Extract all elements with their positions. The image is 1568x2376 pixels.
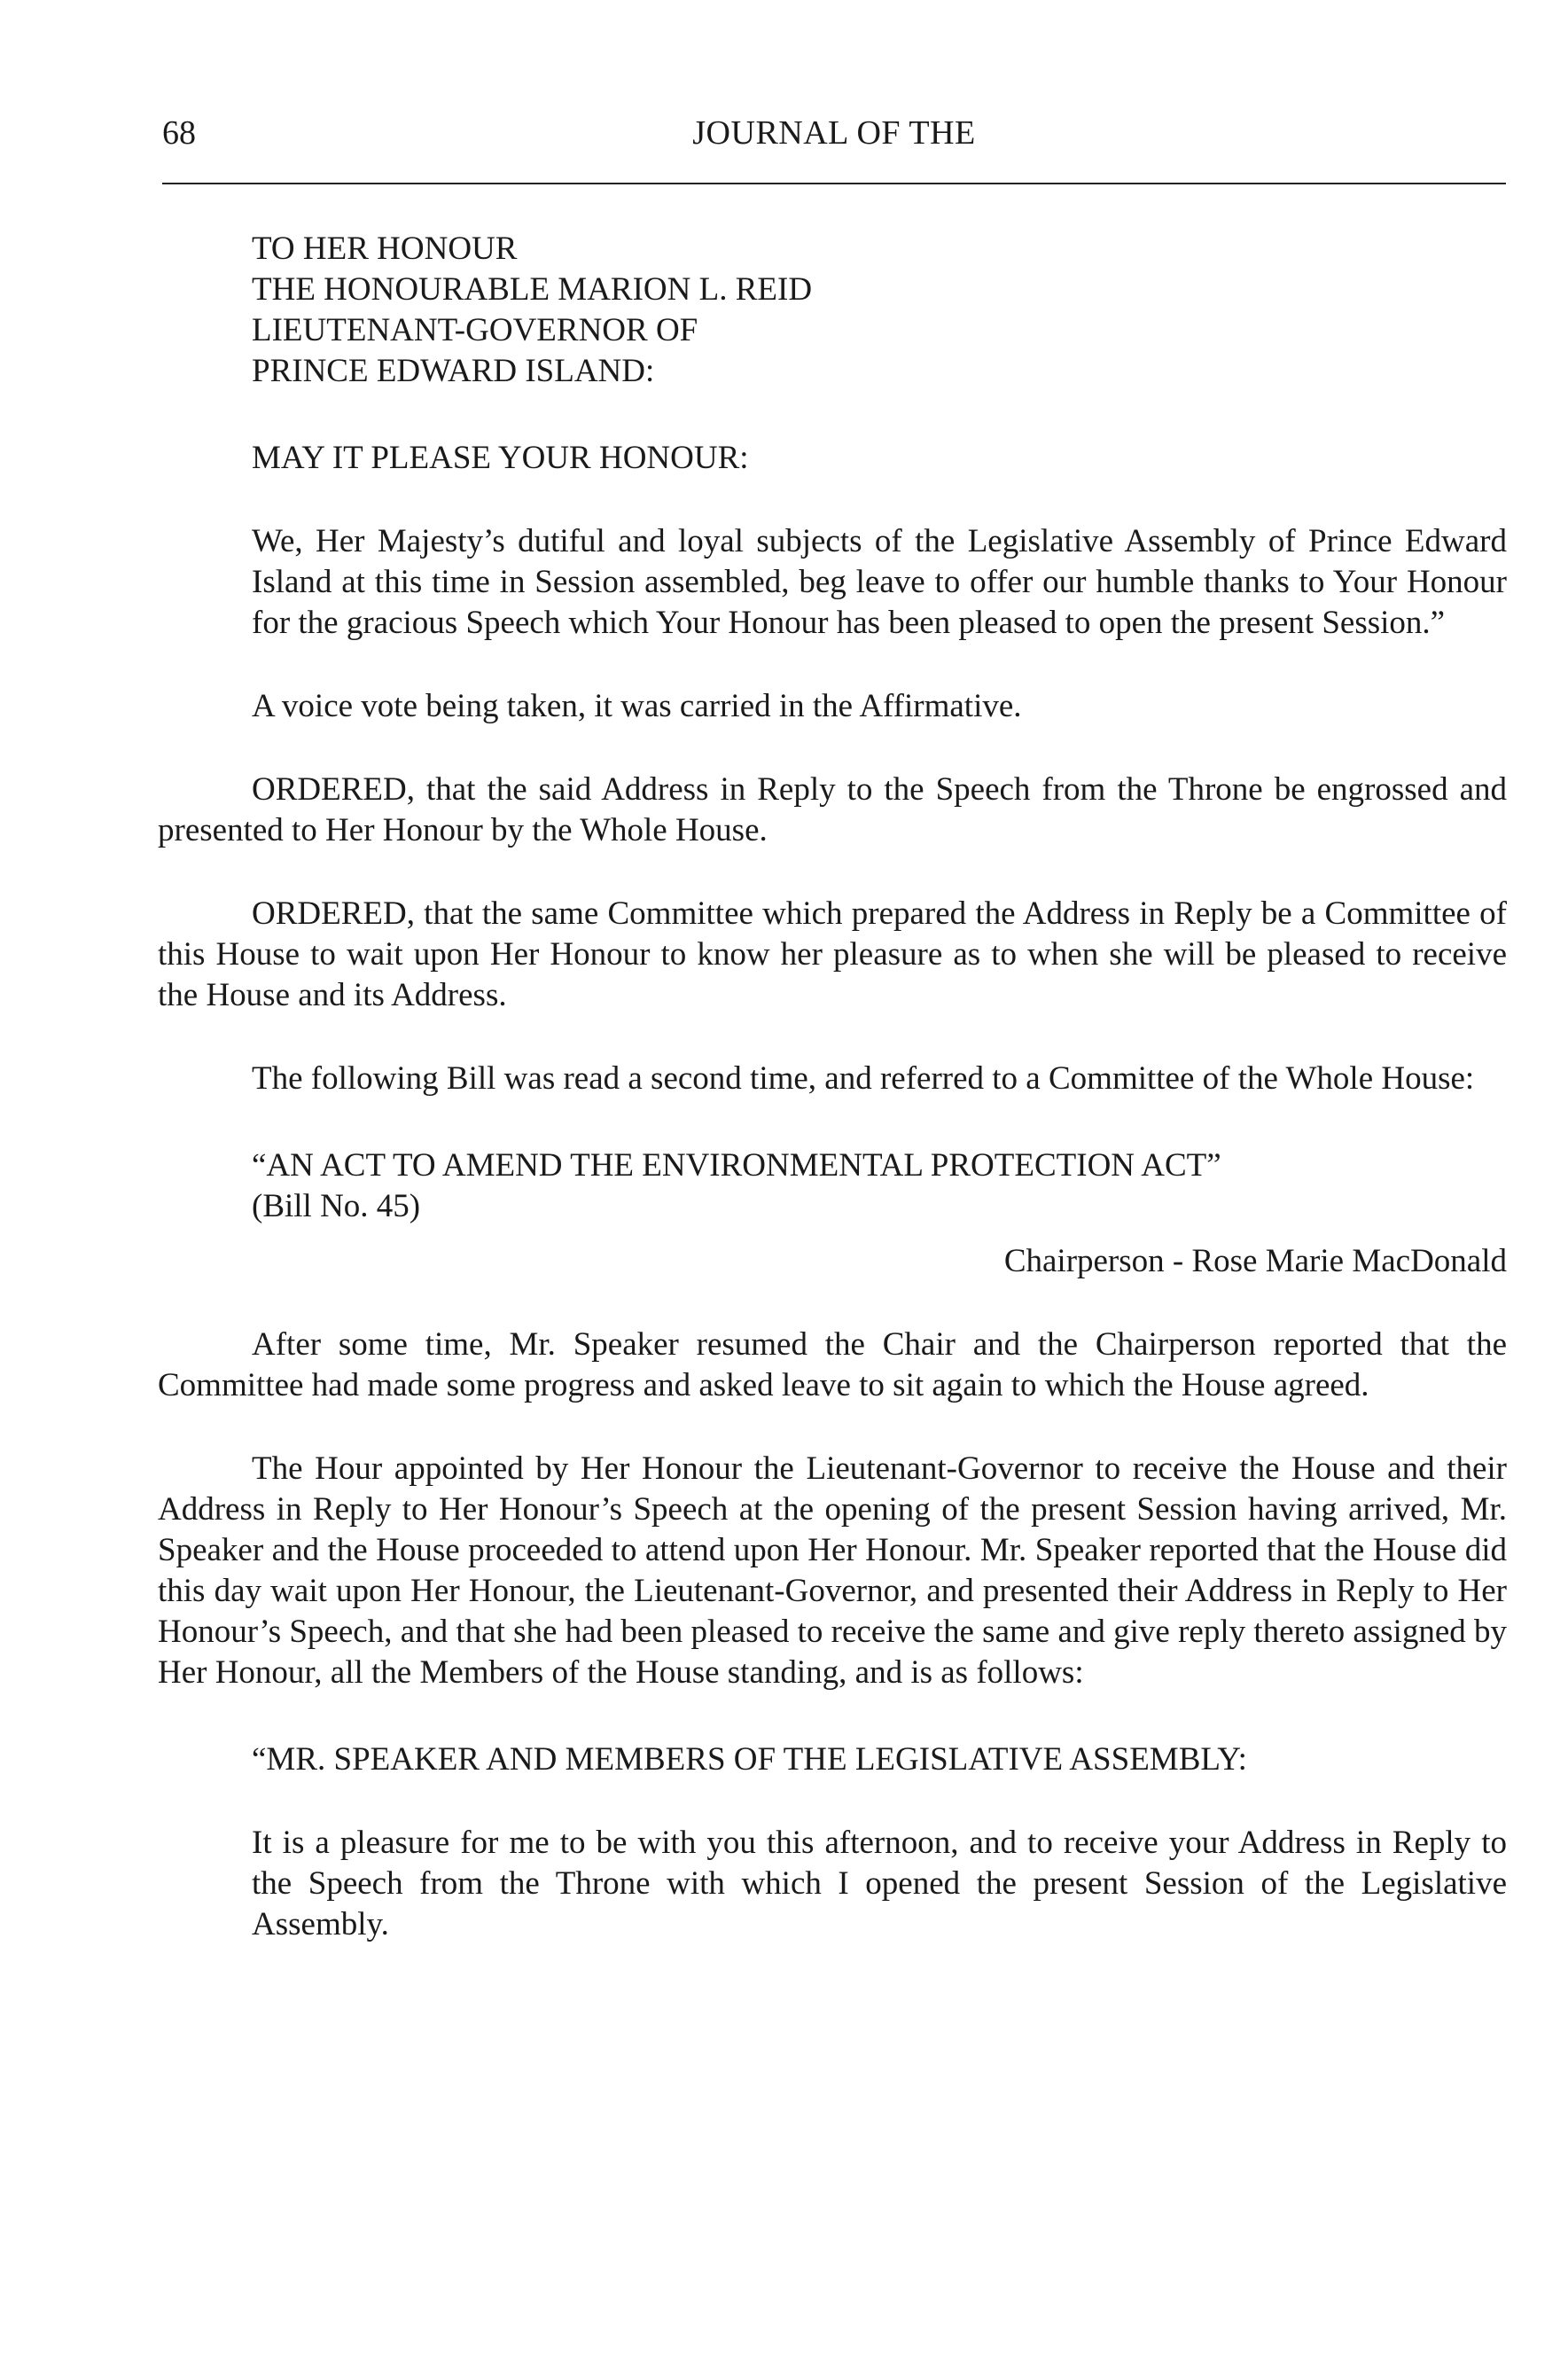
address-block bbox=[252, 229, 1507, 392]
running-title: JOURNAL OF THE bbox=[692, 114, 976, 152]
progress-paragraph: After some time, Mr. Speaker resumed the Chair and the Chairperson reported that the Committee had made some progress and asked leave to sit again to which the House agreed. bbox=[158, 1326, 1507, 1403]
voice-vote-paragraph: A voice vote being taken, it was carried in the Affirmative. bbox=[252, 688, 1022, 724]
chairperson-line: Chairperson - Rose Marie MacDonald bbox=[1003, 1243, 1507, 1279]
second-reading-paragraph: The following Bill was read a second time, and referred to a Committee of the Whole House: bbox=[252, 1060, 1475, 1097]
salutation: MAY IT PLEASE YOUR HONOUR: bbox=[252, 440, 749, 476]
reply-heading: “MR. SPEAKER AND MEMBERS OF THE LEGISLATIVE ASSEMBLY: bbox=[252, 1741, 1247, 1778]
page-header bbox=[162, 106, 1506, 160]
address-line: LIEUTENANT-GOVERNOR OF bbox=[252, 312, 698, 348]
address-line: PRINCE EDWARD ISLAND: bbox=[252, 353, 655, 389]
address-line: TO HER HONOUR bbox=[252, 231, 518, 267]
page-number: 68 bbox=[162, 114, 196, 152]
bill-title: “AN ACT TO AMEND THE ENVIRONMENTAL PROTECTION ACT” bbox=[252, 1147, 1221, 1184]
hour-appointed-paragraph: The Hour appointed by Her Honour the Lieutenant-Governor to receive the House and their Address in Reply to Her Honour’s Speech at the opening of the present Session having arrived, Mr. Speaker and the House proceeded to attend upon Her Honour. Mr. Speaker reported that the House did this day wait upon Her Honour, the Lieutenant-Governor, and presented their Address in Reply to Her Honour’s Speech, and that she had been pleased to receive the same and give reply thereto assigned by Her Honour, all the Members of the House standing, and is as follows: bbox=[158, 1450, 1507, 1691]
journal-body bbox=[158, 229, 1507, 1945]
address-body: We, Her Majesty’s dutiful and loyal subjects of the Legislative Assembly of Prince Edward Island at this time in Session assembled, beg leave to offer our humble thanks to Your Honour for the gracious Speech which Your Honour has been pleased to open the present Session.” bbox=[252, 523, 1507, 641]
bill-number: (Bill No. 45) bbox=[252, 1188, 421, 1224]
ordered-engrossed-paragraph: ORDERED, that the said Address in Reply to the Speech from the Throne be engrossed and presented to Her Honour by the Whole House. bbox=[158, 771, 1507, 848]
reply-body: It is a pleasure for me to be with you this afternoon, and to receive your Address in Reply to the Speech from the Throne with which I opened the present Session of the Legislative Assembly. bbox=[252, 1825, 1507, 1942]
header-rule bbox=[162, 183, 1506, 184]
address-line: THE HONOURABLE MARION L. REID bbox=[252, 271, 813, 308]
ordered-committee-paragraph: ORDERED, that the same Committee which prepared the Address in Reply be a Committee of this House to wait upon Her Honour to know her pleasure as to when she will be pleased to receive the House and its Address. bbox=[158, 895, 1507, 1013]
